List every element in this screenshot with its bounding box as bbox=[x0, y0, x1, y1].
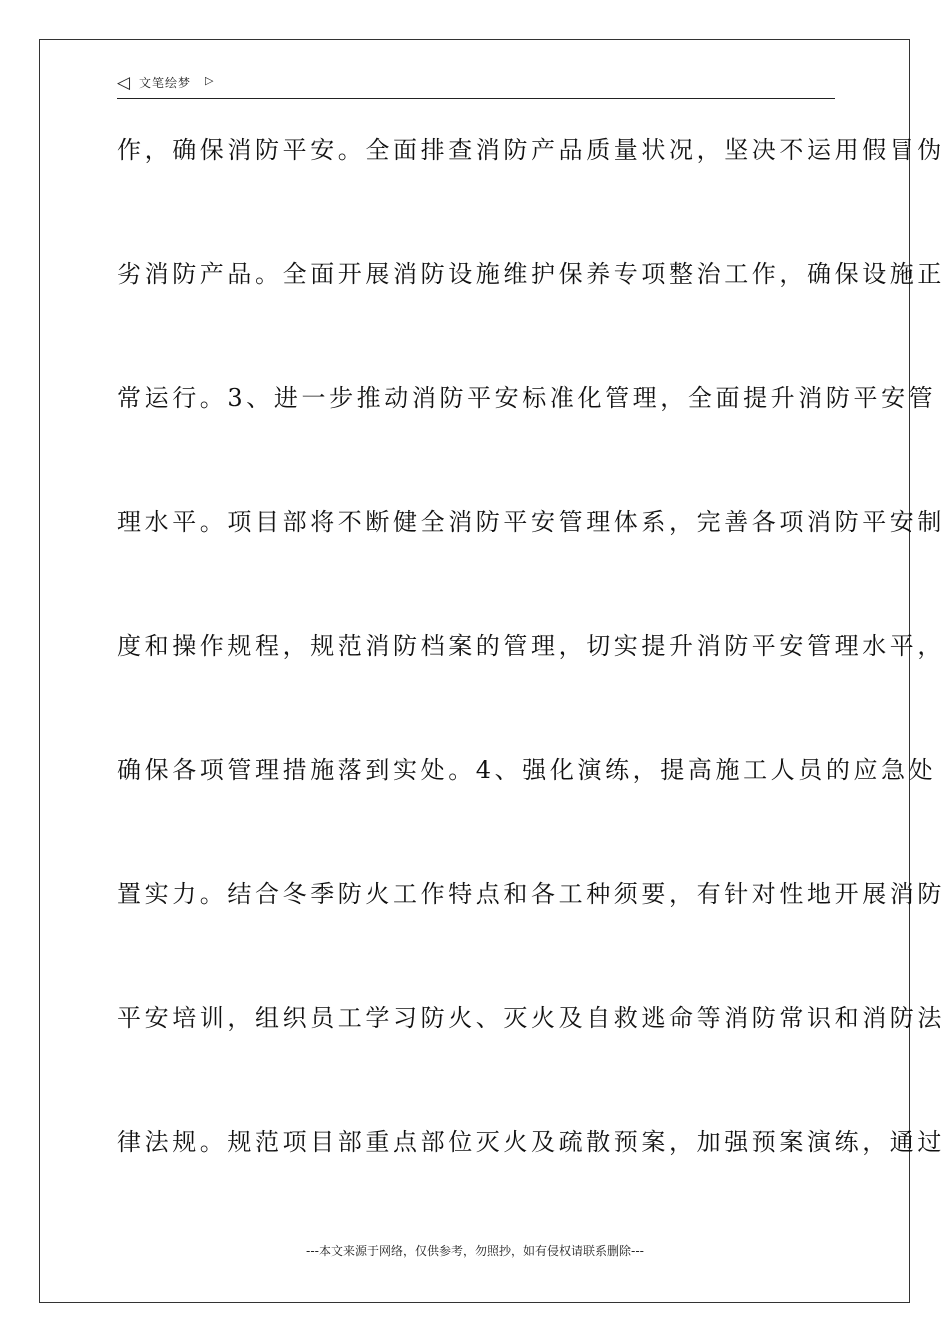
page-footer: ---本文来源于网络，仅供参考，勿照抄，如有侵权请联系删除--- bbox=[306, 1244, 644, 1258]
body-line: 置实力。结合冬季防火工作特点和各工种须要，有针对性地开展消防 bbox=[117, 880, 945, 908]
body-line: 劣消防产品。全面开展消防设施维护保养专项整治工作，确保设施正 bbox=[117, 260, 945, 288]
body-line: 常运行。3、进一步推动消防平安标准化管理，全面提升消防平安管 bbox=[117, 384, 937, 412]
body-line: 理水平。项目部将不断健全消防平安管理体系，完善各项消防平安制 bbox=[117, 508, 945, 536]
page-header bbox=[117, 72, 835, 99]
document-body bbox=[117, 128, 945, 1244]
triangle-right-icon: ▷ bbox=[205, 74, 214, 87]
body-line: 平安培训，组织员工学习防火、灭火及自救逃命等消防常识和消防法 bbox=[117, 1004, 945, 1032]
triangle-left-icon: ◁ bbox=[117, 73, 131, 93]
body-line: 度和操作规程，规范消防档案的管理，切实提升消防平安管理水平， bbox=[117, 632, 945, 660]
body-line: 确保各项管理措施落到实处。4、强化演练，提高施工人员的应急处 bbox=[117, 756, 937, 784]
body-line: 作，确保消防平安。全面排查消防产品质量状况，坚决不运用假冒伪 bbox=[117, 136, 945, 164]
body-line: 律法规。规范项目部重点部位灭火及疏散预案，加强预案演练，通过 bbox=[117, 1128, 945, 1156]
header-title: 文笔绘梦 bbox=[139, 76, 192, 90]
